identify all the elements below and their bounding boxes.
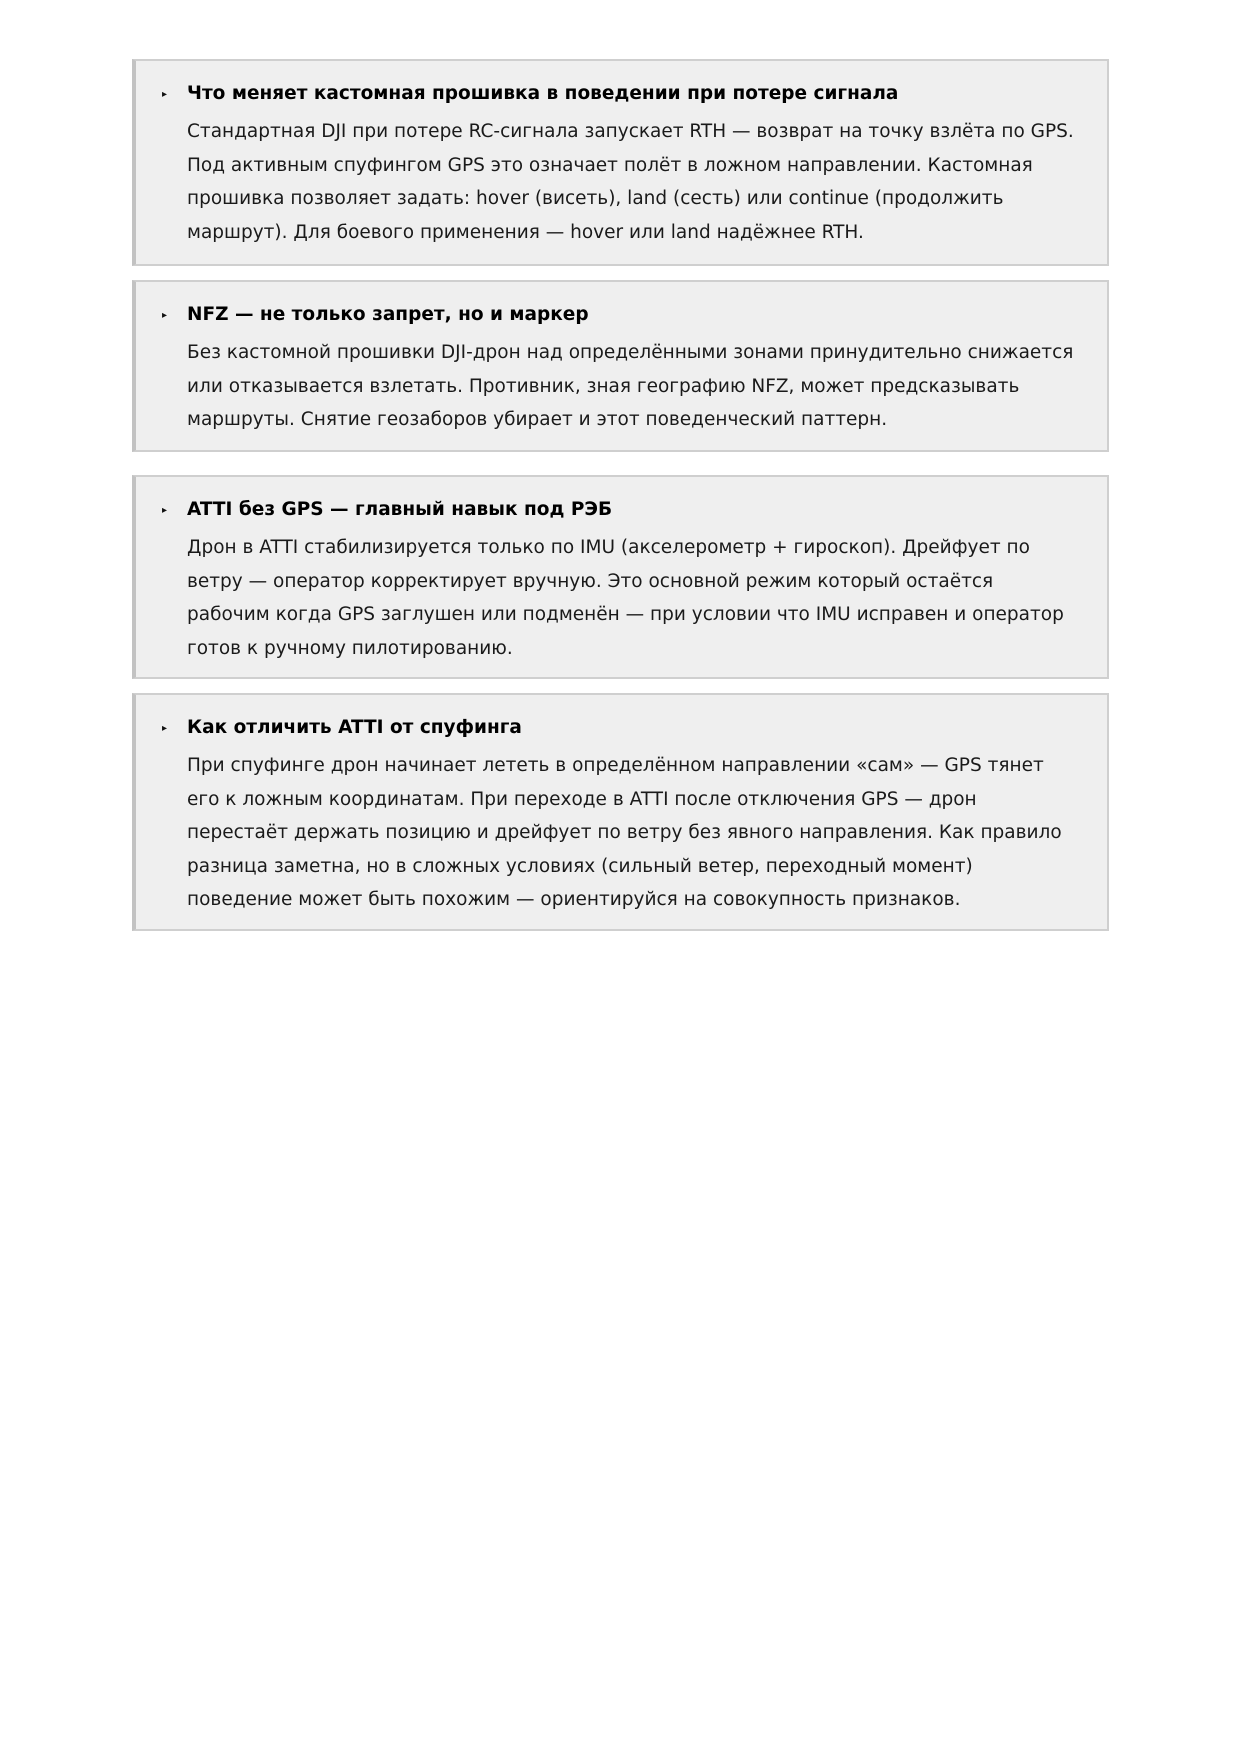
body-line: готов к ручному пилотированию.	[187, 637, 513, 659]
body-line: ветру — оператор корректирует вручную. Это основной режим который остаётся	[187, 570, 994, 592]
section-body	[136, 336, 1107, 437]
body-line: Под активным спуфингом GPS это означает полёт в ложном направлении. Кастомная	[187, 154, 1033, 176]
body-line: прошивка позволяет задать: hover (висеть), land (сесть) или continue (продолжить	[187, 188, 1004, 209]
body-line: или отказывается взлетать. Противник, зная географию NFZ, может предсказывать	[187, 375, 1020, 397]
disclosure-triangle-icon[interactable]: ▸	[162, 723, 168, 734]
disclosure-triangle-icon[interactable]: ▸	[162, 89, 168, 100]
section-title[interactable]: Как отличить ATTI от спуфинга	[187, 717, 522, 738]
body-line: При спуфинге дрон начинает лететь в определённом направлении «сам» — GPS тянет	[187, 755, 1044, 776]
body-line: поведение может быть похожим — ориентируйся на совокупность признаков.	[187, 889, 961, 910]
body-line: маршруты. Снятие геозаборов убирает и этот поведенческий паттерн.	[187, 409, 888, 430]
section-card[interactable]	[132, 280, 1109, 452]
section-body	[136, 749, 1107, 917]
section-card[interactable]	[132, 59, 1109, 266]
body-line: разница заметна, но в сложных условиях (сильный ветер, переходный момент)	[187, 855, 973, 877]
body-line: Без кастомной прошивки DJI-дрон над определёнными зонами принудительно снижается	[187, 342, 1074, 363]
section-title[interactable]: ATTI без GPS — главный навык под РЭБ	[187, 499, 613, 520]
disclosure-triangle-icon[interactable]: ▸	[162, 310, 168, 321]
section-body	[136, 115, 1107, 249]
section-title[interactable]: Что меняет кастомная прошивка в поведении при потере сигнала	[187, 83, 899, 104]
body-line: Дрон в ATTI стабилизируется только по IMU (акселерометр + гироскоп). Дрейфует по	[187, 537, 1030, 558]
body-line: рабочим когда GPS заглушен или подменён — при условии что IMU исправен и оператор	[187, 604, 1064, 625]
body-line: маршрут). Для боевого применения — hover или land надёжнее RTH.	[187, 221, 864, 243]
section-body	[136, 531, 1107, 665]
section-card[interactable]	[132, 475, 1109, 679]
disclosure-triangle-icon[interactable]: ▸	[162, 505, 168, 516]
section-card[interactable]	[132, 693, 1109, 931]
body-line: его к ложным координатам. При переходе в ATTI после отключения GPS — дрон	[187, 788, 977, 810]
body-line: перестаёт держать позицию и дрейфует по ветру без явного направления. Как правило	[187, 822, 1062, 843]
section-title[interactable]: NFZ — не только запрет, но и маркер	[187, 304, 589, 325]
body-line: Стандартная DJI при потере RC-сигнала запускает RTH — возврат на точку взлёта по GPS.	[187, 121, 1074, 142]
